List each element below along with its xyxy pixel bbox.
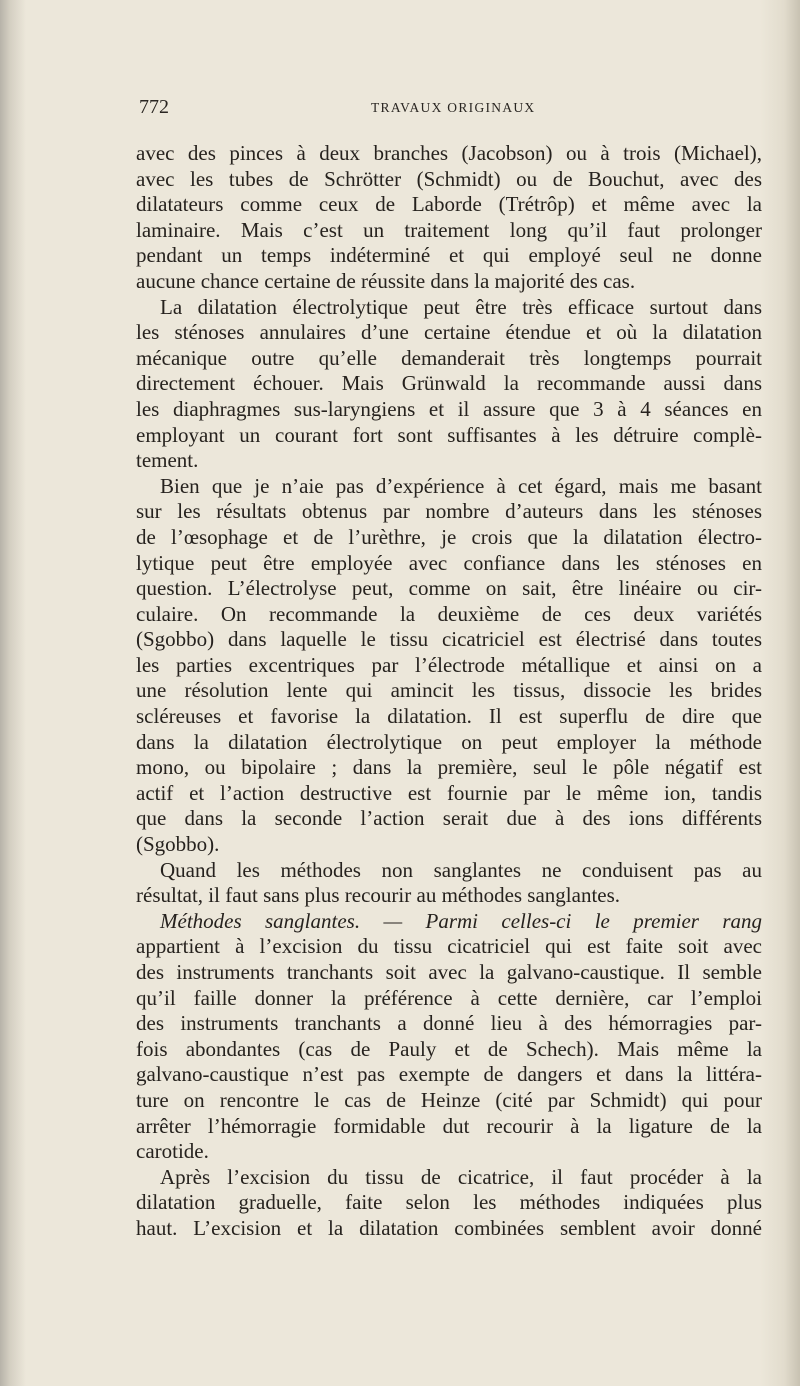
text-line: (Sgobbo) dans laquelle le tissu cicatriciel est électrisé dans toutes — [136, 627, 762, 652]
text-line: directement échouer. Mais Grünwald la recommande aussi dans — [136, 371, 762, 396]
text-line: Après l’excision du tissu de cicatrice, il faut procéder à la — [160, 1164, 762, 1189]
text-line: scléreuses et favorise la dilatation. Il est superflu de dire que — [136, 704, 762, 729]
text-line: pendant un temps indéterminé et qui employé seul ne donne — [136, 243, 762, 268]
running-head — [139, 96, 757, 120]
text-line: appartient à l’excision du tissu cicatriciel qui est faite soit avec — [136, 934, 762, 959]
text-line: dilatation graduelle, faite selon les méthodes indiquées plus — [136, 1190, 762, 1215]
text-line: carotide. — [136, 1139, 209, 1164]
text-line: culaire. On recommande la deuxième de ces deux variétés — [136, 601, 762, 626]
text-line: une résolution lente qui amincit les tissus, dissocie les brides — [136, 678, 762, 703]
text-line: employant un courant fort sont suffisantes à les détruire complè- — [136, 422, 762, 447]
text-line: les sténoses annulaires d’une certaine étendue et où la dilatation — [136, 320, 762, 345]
text-line: ture on rencontre le cas de Heinze (cité par Schmidt) qui pour — [136, 1087, 762, 1112]
text-line: (Sgobbo). — [136, 832, 220, 857]
text-line: lytique peut être employée avec confiance dans les sténoses en — [136, 550, 762, 575]
text-line: des instruments tranchants soit avec la galvano-caustique. Il semble — [136, 960, 762, 984]
text-line: avec des pinces à deux branches (Jacobson) ou à trois (Michael), — [136, 141, 762, 165]
text-line: mono, ou bipolaire ; dans la première, seul le pôle négatif est — [136, 755, 762, 780]
text-line: actif et l’action destructive est fournie par le même ion, tandis — [136, 780, 762, 805]
body-text — [136, 141, 762, 1242]
text-line: résultat, il faut sans plus recourir au méthodes sanglantes. — [136, 883, 621, 908]
text-line: les diaphragmes sus-laryngiens et il assure que 3 à 4 séances en — [136, 396, 762, 421]
text-line: arrêter l’hémorragie formidable dut recourir à la ligature de la — [136, 1113, 762, 1138]
running-title: TRAVAUX ORIGINAUX — [371, 100, 536, 115]
text-line: avec les tubes de Schrötter (Schmidt) ou de Bouchut, avec des — [136, 166, 762, 191]
text-line: Bien que je n’aie pas d’expérience à cet égard, mais me basant — [160, 473, 762, 498]
text-line: sur les résultats obtenus par nombre d’auteurs dans les sténoses — [136, 499, 762, 524]
text-line: des instruments tranchants a donné lieu à des hémorragies par- — [136, 1011, 762, 1036]
text-line: galvano-caustique n’est pas exempte de dangers et dans la littéra- — [136, 1062, 762, 1087]
text-line: laminaire. Mais c’est un traitement long qu’il faut prolonger — [136, 217, 762, 242]
text-line: mécanique outre qu’elle demanderait très longtemps pourrait — [136, 345, 762, 370]
text-line: que dans la seconde l’action serait due à des ions différents — [136, 806, 762, 831]
text-line: dilatateurs comme ceux de Laborde (Trétrôp) et même avec la — [136, 192, 762, 217]
text-line: La dilatation électrolytique peut être très efficace surtout dans — [160, 294, 762, 319]
text-line: les parties excentriques par l’électrode métallique et ainsi on a — [136, 652, 762, 677]
text-line: fois abondantes (cas de Pauly et de Schech). Mais même la — [136, 1036, 762, 1061]
text-line: de l’œsophage et de l’urèthre, je crois que la dilatation électro- — [136, 524, 762, 549]
page-number: 772 — [139, 96, 169, 118]
text-line: Quand les méthodes non sanglantes ne conduisent pas au — [160, 857, 762, 882]
text-line: aucune chance certaine de réussite dans la majorité des cas. — [136, 268, 636, 293]
text-line: qu’il faille donner la préférence à cette dernière, car l’emploi — [136, 985, 762, 1010]
section-heading-line: Méthodes sanglantes. — Parmi celles-ci le premier rang — [160, 908, 762, 933]
text-line: dans la dilatation électrolytique on peut employer la méthode — [136, 729, 762, 754]
text-line: question. L’électrolyse peut, comme on sait, être linéaire ou cir- — [136, 576, 762, 601]
text-line: haut. L’excision et la dilatation combinées semblent avoir donné — [136, 1215, 762, 1240]
text-line: tement. — [136, 448, 199, 473]
